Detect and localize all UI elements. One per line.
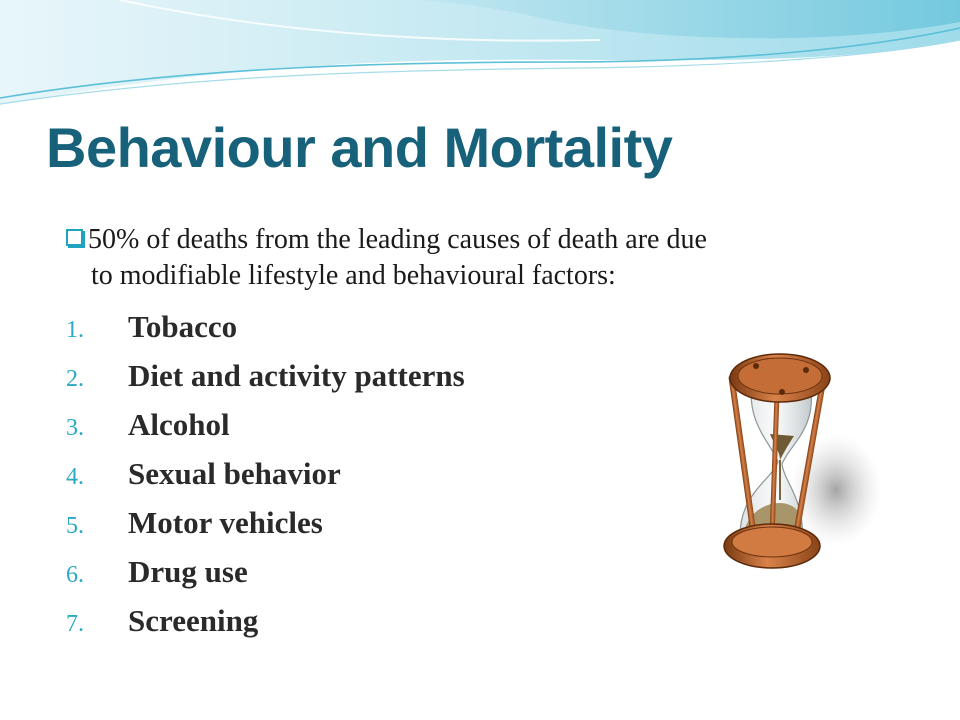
list-item-label: Alcohol <box>128 407 230 442</box>
list-item-label: Tobacco <box>128 309 238 344</box>
list-item-label: Sexual behavior <box>128 456 341 491</box>
factor-list <box>66 302 465 645</box>
intro-bullet <box>66 222 926 294</box>
intro-text-line-1: 50% of deaths from the leading causes of death are due <box>88 224 707 255</box>
list-item-number: 6. <box>66 562 84 588</box>
list-item-label: Motor vehicles <box>128 505 323 540</box>
list-item <box>66 449 465 498</box>
list-item-number: 3. <box>66 415 84 441</box>
list-item-number: 5. <box>66 513 84 539</box>
hourglass-icon <box>694 344 896 572</box>
list-item <box>66 400 465 449</box>
list-item <box>66 596 465 645</box>
list-item-label: Diet and activity patterns <box>128 358 465 393</box>
list-item-number: 2. <box>66 366 84 392</box>
wave-header-decoration <box>0 0 960 110</box>
list-item-number: 7. <box>66 611 84 637</box>
slide-title: Behaviour and Mortality <box>46 116 673 179</box>
intro-text-line-2: to modifiable lifestyle and behavioural factors: <box>91 260 616 291</box>
list-item-number: 1. <box>66 317 84 343</box>
list-item-number: 4. <box>66 464 84 490</box>
list-item-label: Screening <box>128 603 259 638</box>
list-item-label: Drug use <box>128 554 248 589</box>
list-item <box>66 351 465 400</box>
checkbox-square-icon <box>66 229 83 246</box>
list-item <box>66 547 465 596</box>
list-item <box>66 498 465 547</box>
list-item <box>66 302 465 351</box>
